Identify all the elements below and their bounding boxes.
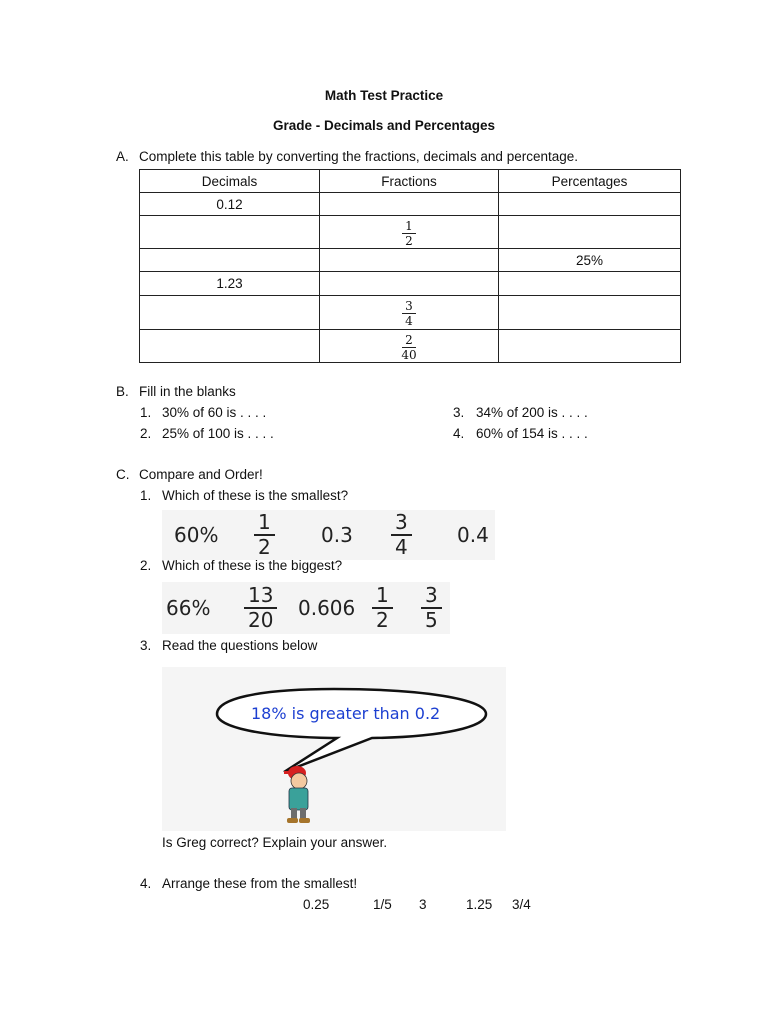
- decimal-cell[interactable]: [140, 296, 320, 330]
- question-text: Read the questions below: [162, 638, 318, 653]
- fraction-denominator: 40: [401, 347, 417, 362]
- page-subtitle: Grade - Decimals and Percentages: [272, 118, 496, 133]
- fraction-denominator: 4: [405, 314, 413, 328]
- decimal-cell[interactable]: 0.12: [140, 193, 320, 216]
- value-fraction: [421, 585, 442, 631]
- percent-cell[interactable]: [499, 216, 681, 249]
- table-row: [140, 216, 681, 249]
- fraction-denominator: 4: [395, 535, 408, 559]
- order-value: 1/5: [373, 897, 392, 912]
- fraction-cell[interactable]: [320, 216, 499, 249]
- percent-cell[interactable]: [499, 296, 681, 330]
- compare-smallest-strip: [162, 510, 495, 560]
- boy-character-icon: [284, 766, 310, 823]
- section-b-marker: B.: [116, 384, 129, 399]
- decimal-cell[interactable]: [140, 249, 320, 272]
- percent-cell[interactable]: [499, 193, 681, 216]
- conversion-table: [139, 169, 681, 363]
- percent-cell[interactable]: 25%: [499, 249, 681, 272]
- value-percent: 60%: [174, 523, 219, 547]
- fraction-denominator: 2: [258, 535, 271, 559]
- speech-bubble: [217, 689, 486, 772]
- order-value: 3/4: [512, 897, 531, 912]
- blank-item-text: 60% of 154 is . . . .: [476, 426, 588, 441]
- value-fraction: [372, 585, 393, 631]
- fraction: [398, 334, 419, 361]
- cartoon-image: [162, 667, 506, 831]
- page-title: Math Test Practice: [324, 88, 444, 103]
- question-text: Which of these is the biggest?: [162, 558, 343, 573]
- column-header-percentages: Percentages: [499, 170, 681, 193]
- compare-biggest-strip: [162, 582, 450, 634]
- speech-bubble-graphic: [162, 667, 506, 831]
- value-fraction: [254, 512, 275, 558]
- value-fraction: [391, 512, 412, 558]
- section-a-instruction: Complete this table by converting the fractions, decimals and percentage.: [139, 149, 578, 164]
- value-decimal: 0.4: [457, 523, 489, 547]
- fraction: [402, 220, 416, 247]
- value-fraction: [244, 585, 277, 631]
- blank-item-text: 34% of 200 is . . . .: [476, 405, 588, 420]
- table-row: [140, 249, 681, 272]
- fraction-cell[interactable]: [320, 193, 499, 216]
- question-number: 1.: [140, 488, 152, 503]
- speech-bubble-text: 18% is greater than 0.2: [251, 704, 441, 723]
- blank-item-text: 25% of 100 is . . . .: [162, 426, 274, 441]
- blank-item-number: 2.: [140, 426, 152, 441]
- fraction-numerator: 3: [421, 585, 442, 609]
- fraction-numerator: 1: [372, 585, 393, 609]
- table-header-row: [140, 170, 681, 193]
- fraction-denominator: 2: [376, 608, 389, 632]
- order-value: 1.25: [466, 897, 493, 912]
- value-decimal: 0.3: [321, 523, 353, 547]
- decimal-cell[interactable]: [140, 216, 320, 249]
- column-header-decimals: Decimals: [140, 170, 320, 193]
- blank-item-text: 30% of 60 is . . . .: [162, 405, 267, 420]
- question-text: Arrange these from the smallest!: [162, 876, 358, 891]
- fraction-cell[interactable]: [320, 296, 499, 330]
- decimal-cell[interactable]: 1.23: [140, 272, 320, 296]
- fraction-numerator: 2: [402, 334, 416, 348]
- order-value: 3: [419, 897, 427, 912]
- fraction-denominator: 5: [425, 608, 438, 632]
- question-number: 2.: [140, 558, 152, 573]
- order-value: 0.25: [303, 897, 330, 912]
- fraction-numerator: 3: [391, 512, 412, 536]
- value-decimal: 0.606: [298, 596, 356, 620]
- blank-item-number: 1.: [140, 405, 152, 420]
- question-number: 3.: [140, 638, 152, 653]
- fraction-cell[interactable]: [320, 330, 499, 363]
- section-a-marker: A.: [116, 149, 129, 164]
- followup-question: Is Greg correct? Explain your answer.: [162, 835, 388, 850]
- column-header-fractions: Fractions: [320, 170, 499, 193]
- decimal-cell[interactable]: [140, 330, 320, 363]
- fraction-cell[interactable]: [320, 249, 499, 272]
- value-percent: 66%: [166, 596, 211, 620]
- table-row: [140, 193, 681, 216]
- question-number: 4.: [140, 876, 152, 891]
- fraction-numerator: 3: [402, 300, 416, 314]
- fraction-denominator: 20: [248, 608, 274, 632]
- blank-item-number: 4.: [453, 426, 465, 441]
- blank-item-number: 3.: [453, 405, 465, 420]
- table-row: [140, 296, 681, 330]
- percent-cell[interactable]: [499, 272, 681, 296]
- fraction-cell[interactable]: [320, 272, 499, 296]
- fraction: [402, 300, 416, 327]
- section-b-heading: Fill in the blanks: [139, 384, 236, 399]
- fraction-numerator: 13: [244, 585, 277, 609]
- section-c-heading: Compare and Order!: [139, 467, 263, 482]
- percent-cell[interactable]: [499, 330, 681, 363]
- fraction-numerator: 1: [402, 220, 416, 234]
- table-row: [140, 272, 681, 296]
- section-c-marker: C.: [116, 467, 130, 482]
- fraction-numerator: 1: [254, 512, 275, 536]
- table-row: [140, 330, 681, 363]
- fraction-denominator: 2: [405, 233, 413, 248]
- question-text: Which of these is the smallest?: [162, 488, 349, 503]
